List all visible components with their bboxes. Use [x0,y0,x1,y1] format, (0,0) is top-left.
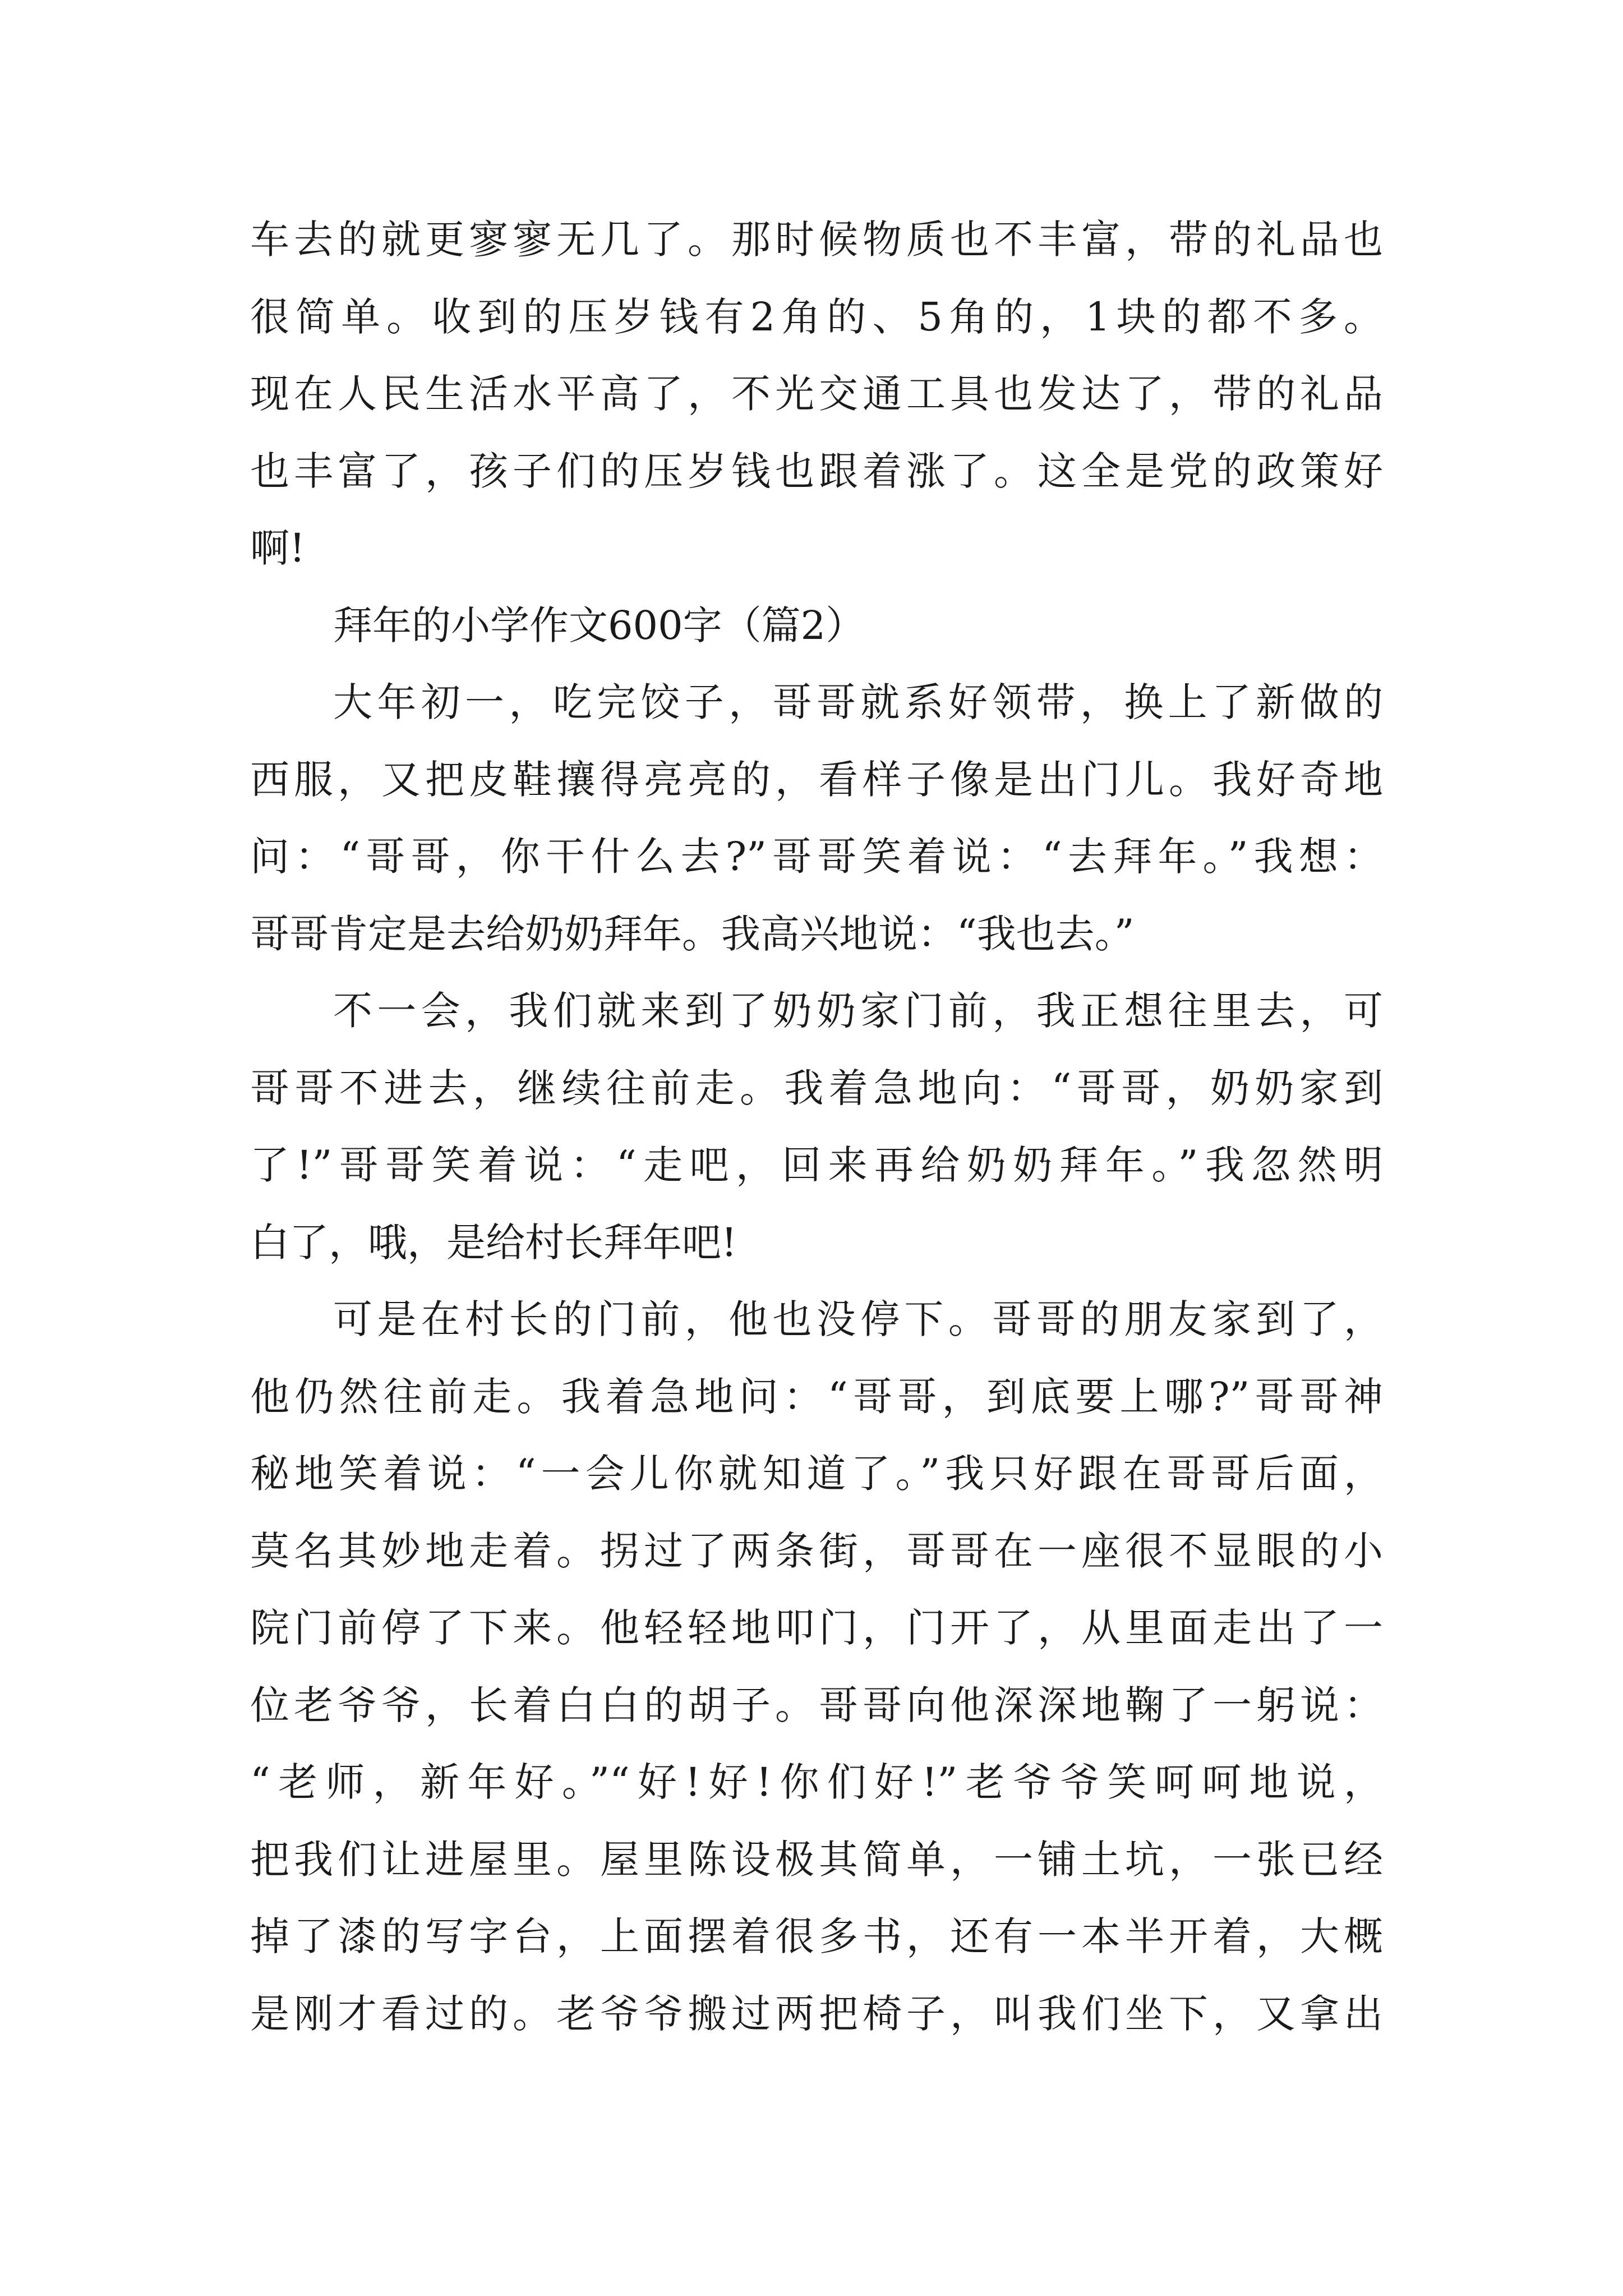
paragraph-first-line: 大年初一，吃完饺子，哥哥就系好领带，换上了新做的 [333,679,1383,725]
text-line: 他仍然往前走。我着急地问：“哥哥，到底要上哪?”哥哥神 [250,1373,1383,1420]
text-line: 位老爷爷，长着白白的胡子。哥哥向他深深地鞠了一躬说： [250,1682,1383,1728]
section-heading: 拜年的小学作文600字（篇2） [333,602,865,648]
text-line: 了!”哥哥笑着说：“走吧，回来再给奶奶拜年。”我忽然明 [250,1142,1383,1188]
text-line: 掉了漆的写字台，上面摆着很多书，还有一本半开着，大概 [250,1913,1383,1959]
paragraph-first-line: 可是在村长的门前，他也没停下。哥哥的朋友家到了， [333,1296,1383,1342]
text-line: 哥哥不进去，继续往前走。我着急地向：“哥哥，奶奶家到 [250,1065,1383,1111]
essay-body [250,209,1383,2060]
text-line: 现在人民生活水平高了，不光交通工具也发达了，带的礼品 [250,371,1383,417]
text-line: 院门前停了下来。他轻轻地叩门，门开了，从里面走出了一 [250,1605,1383,1651]
text-line: 啊! [250,525,306,571]
text-line: 莫名其妙地走着。拐过了两条街，哥哥在一座很不显眼的小 [250,1527,1383,1574]
text-line: 白了，哦，是给村长拜年吧! [250,1219,737,1266]
text-line: 也丰富了，孩子们的压岁钱也跟着涨了。这全是党的政策好 [250,448,1383,494]
text-line: 问：“哥哥，你干什么去?”哥哥笑着说：“去拜年。”我想： [250,834,1383,880]
text-line: 西服，又把皮鞋攘得亮亮的，看样子像是出门儿。我好奇地 [250,756,1383,803]
text-line: 车去的就更寥寥无几了。那时候物质也不丰富，带的礼品也 [250,217,1383,263]
text-line: 很简单。收到的压岁钱有2角的、5角的，1块的都不多。 [250,293,1383,340]
text-line: “老师，新年好。”“好!好!你们好!”老爷爷笑呵呵地说， [250,1759,1383,1805]
text-line: 把我们让进屋里。屋里陈设极其简单，一铺土坑，一张已经 [250,1836,1383,1883]
text-line: 秘地笑着说：“一会儿你就知道了。”我只好跟在哥哥后面， [250,1451,1383,1497]
text-line: 哥哥肯定是去给奶奶拜年。我高兴地说：“我也去。” [250,910,1135,957]
paragraph-first-line: 不一会，我们就来到了奶奶家门前，我正想往里去，可 [333,988,1383,1034]
text-line: 是刚才看过的。老爷爷搬过两把椅子，叫我们坐下，又拿出 [250,1990,1383,2037]
